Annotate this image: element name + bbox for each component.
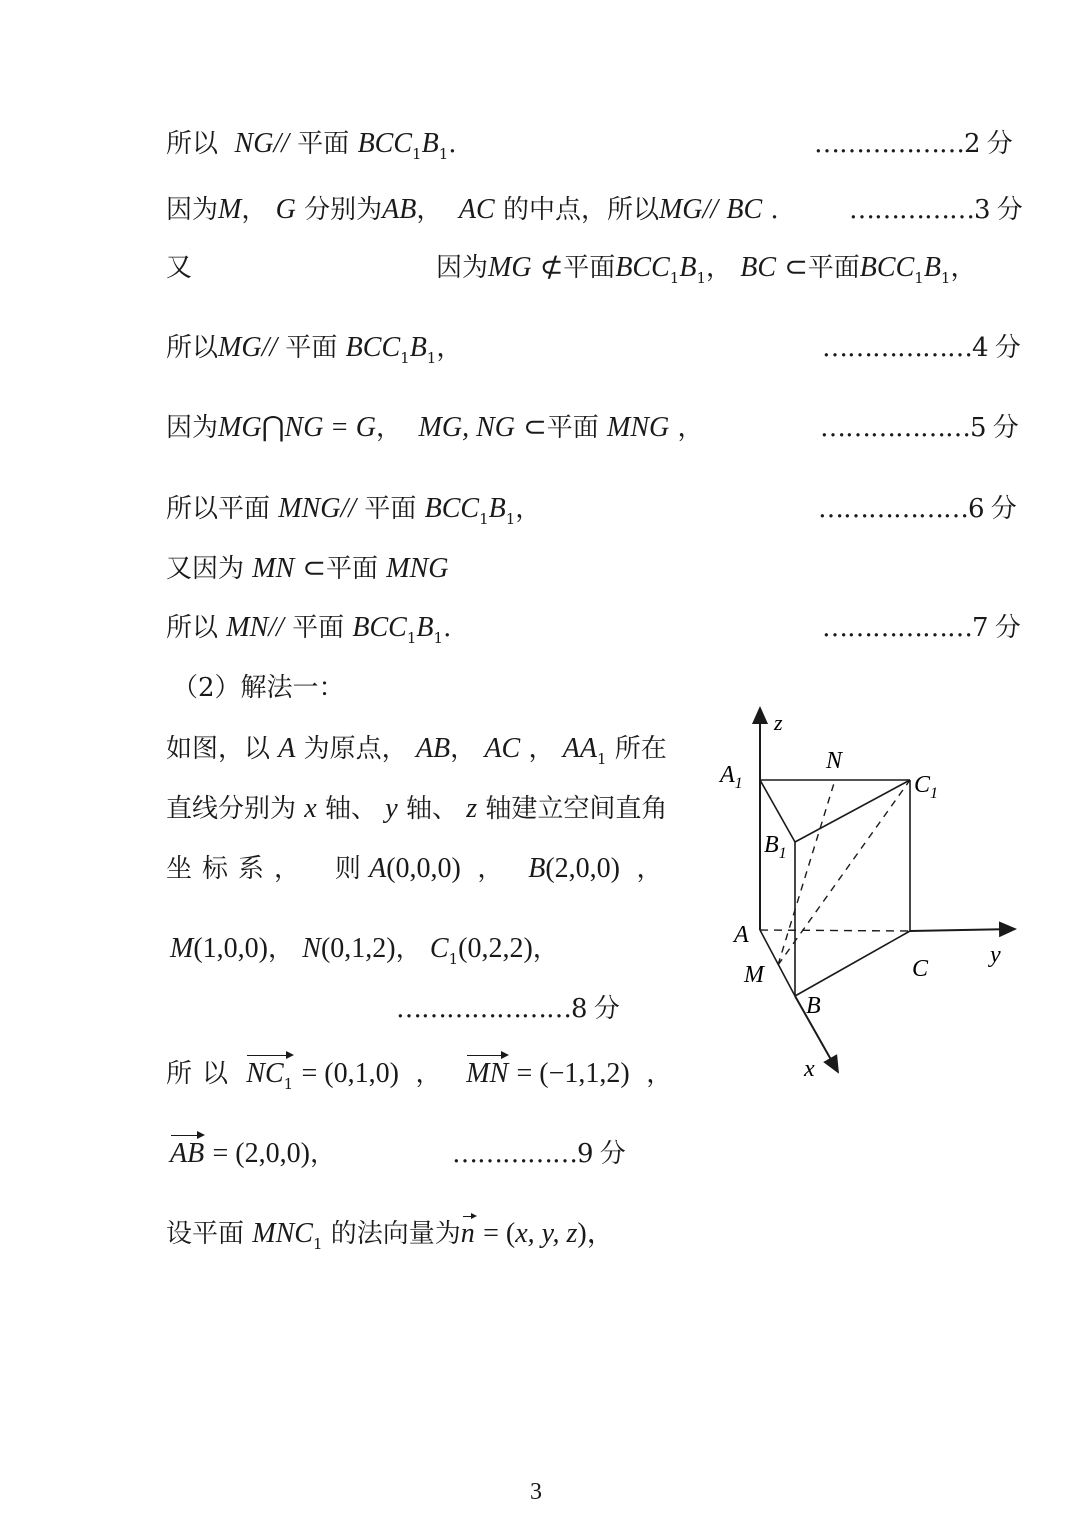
label-n: N	[826, 748, 843, 774]
label-z: z	[774, 710, 783, 735]
y-axis	[910, 929, 1015, 931]
proof-line-8: 所以 MN// 平面 $BCC_1B_1$.	[166, 612, 452, 647]
label-a1: $A_1$	[720, 762, 743, 792]
proof-line-12: 坐标系， 则 A(0,0,0) ， B(2,0,0) ，	[166, 853, 663, 884]
proof-line-16: 设平面 $MNC_1$ 的法向量为n = (x, y, z)，	[166, 1214, 615, 1257]
proof-line-5: 因为MG⋂NG = G， MG, NG ⊂平面 MNG ，	[166, 412, 704, 443]
proof-line-13: M(1,0,0)， N(0,1,2)， $C_1(0,2,2)$，	[170, 933, 559, 968]
score-3: ……………3 分	[849, 195, 1022, 225]
edge-a-b	[760, 930, 795, 996]
label-x: x	[804, 1056, 815, 1082]
proof-line-2: 因为M， G 分别为AB， AC 的中点，所以MG// BC .	[166, 194, 779, 225]
segment-m-n	[778, 780, 835, 965]
score-9: ……………9 分	[452, 1139, 625, 1169]
proof-line-3b: 因为MG ⊄平面$BCC_1B_1$， BC ⊂平面$BCC_1B_1$，	[436, 252, 977, 287]
edge-b-c	[795, 931, 910, 996]
proof-line-10: 如图，以 A 为原点， AB， AC ， $AA_1$ 所在	[166, 733, 667, 768]
segment-m-c1	[778, 780, 910, 965]
score-2: ………………2 分	[814, 129, 1012, 159]
score-7: ………………7 分	[822, 613, 1020, 643]
proof-line-6: 所以平面 MNG// 平面 $BCC_1B_1$，	[166, 493, 542, 528]
edge-b1-c1	[795, 780, 910, 842]
label-y: y	[990, 942, 1001, 968]
label-c: C	[912, 956, 929, 982]
proof-line-14: 所以 $NC_1 = (0,1,0)$ ， MN = (−1,1,2) ，	[166, 1054, 672, 1097]
proof-line-1: 所以 NG// 平面 $BCC_1B_1$.	[166, 128, 457, 163]
proof-line-15: AB = (2,0,0)，	[170, 1134, 336, 1174]
proof-line-3a: 又	[166, 253, 193, 283]
label-b1: $B_1$	[764, 832, 787, 862]
proof-line-4: 所以MG// 平面 $BCC_1B_1$，	[166, 332, 463, 367]
label-a: A	[734, 922, 749, 948]
label-m: M	[744, 962, 764, 988]
prism-figure	[710, 700, 1030, 1100]
edge-a-c-hidden	[760, 930, 910, 931]
score-5: ………………5 分	[820, 413, 1018, 443]
score-4: ………………4 分	[822, 333, 1020, 363]
score-8: …………………8 分	[396, 994, 619, 1024]
solution-heading: （2）解法一：	[172, 673, 345, 703]
proof-line-7: 又因为 MN ⊂平面 MNG	[166, 553, 449, 584]
proof-line-11: 直线分别为 x 轴、 y 轴、 z 轴建立空间直角	[166, 793, 668, 824]
score-6: ………………6 分	[818, 494, 1016, 524]
label-c1: $C_1$	[914, 772, 939, 802]
page-number: 3	[530, 1479, 542, 1505]
label-b: B	[806, 993, 821, 1019]
